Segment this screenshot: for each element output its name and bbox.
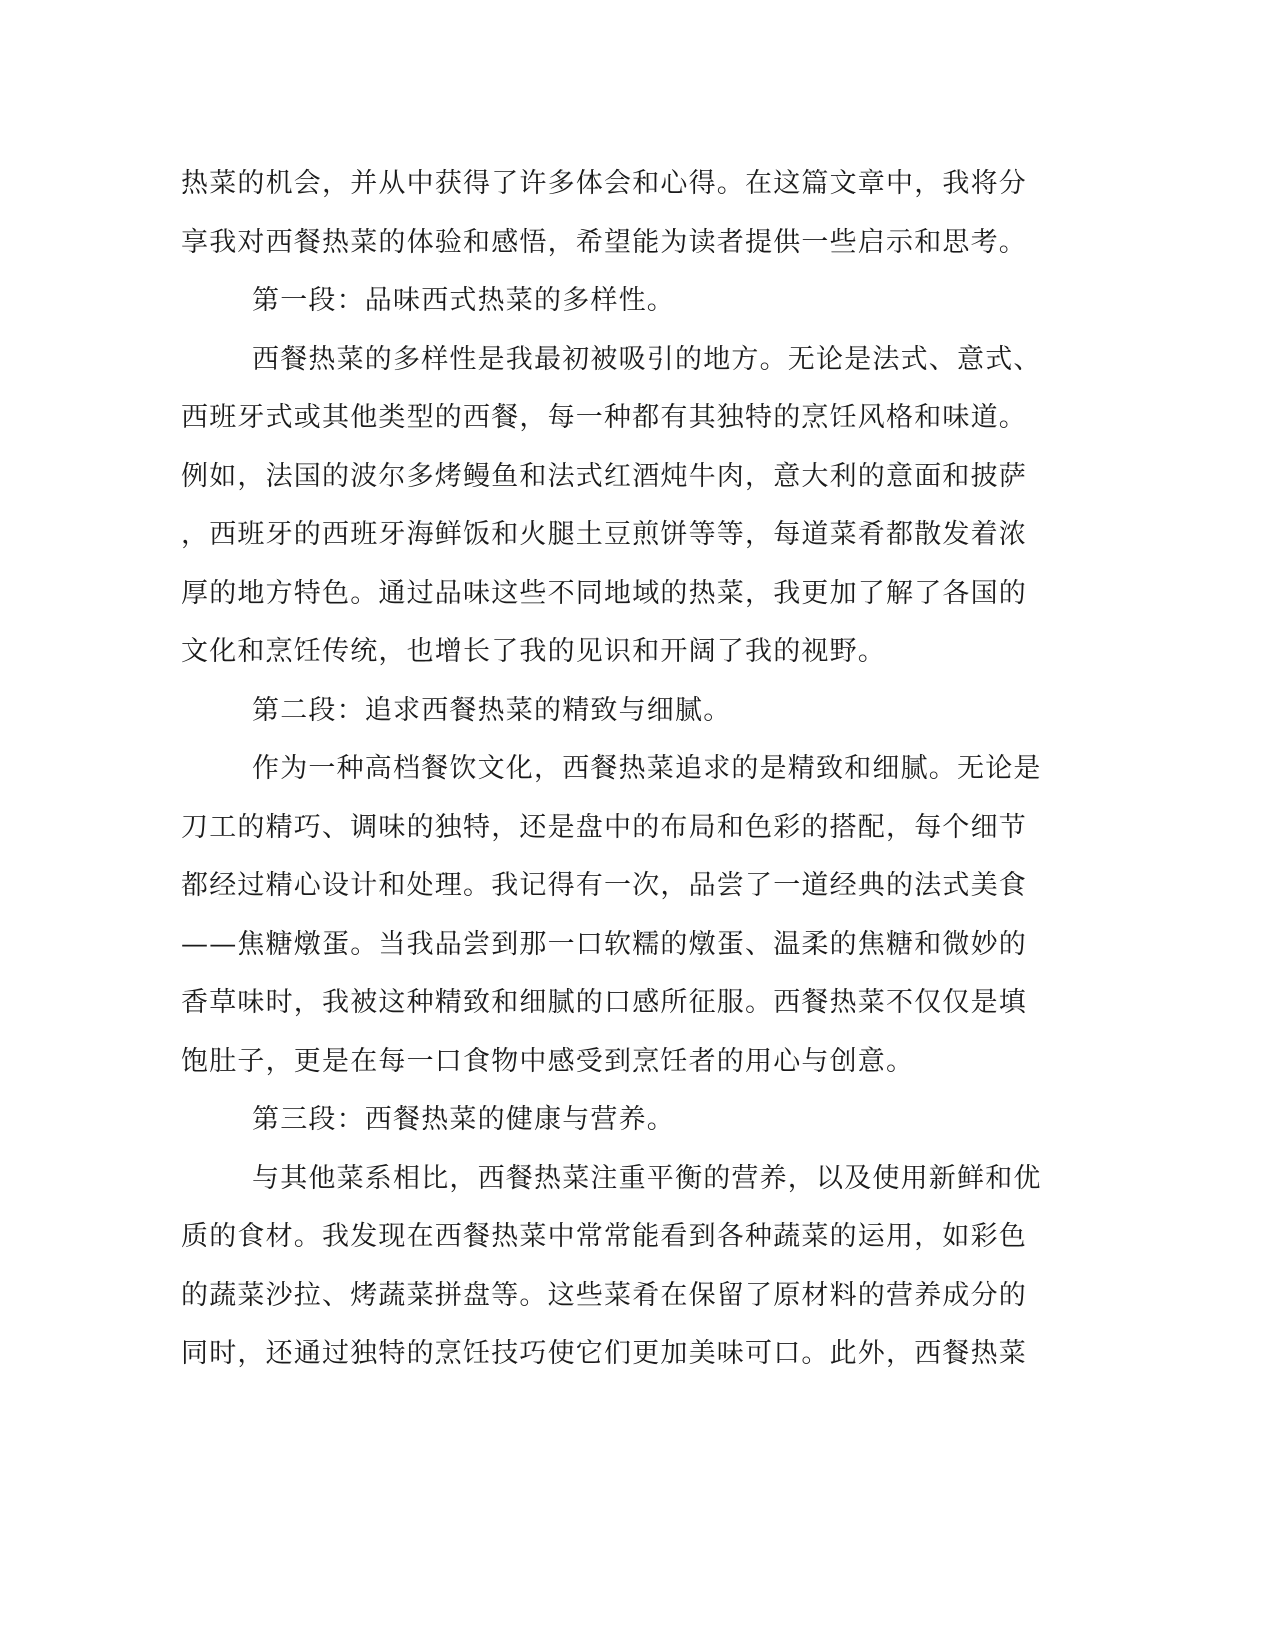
text-line-12: 刀工的精巧、调味的独特，还是盘中的布局和色彩的搭配，每个细节	[181, 812, 1027, 843]
text-line-5: 西班牙式或其他类型的西餐，每一种都有其独特的烹饪风格和味道。	[181, 402, 1027, 433]
text-line-13: 都经过精心设计和处理。我记得有一次，品尝了一道经典的法式美食	[181, 870, 1027, 901]
text-line-9: 文化和烹饪传统，也增长了我的见识和开阔了我的视野。	[181, 636, 886, 667]
text-line-15: 香草味时，我被这种精致和细腻的口感所征服。西餐热菜不仅仅是填	[181, 987, 1027, 1018]
text-line-21: 同时，还通过独特的烹饪技巧使它们更加美味可口。此外，西餐热菜	[181, 1338, 1027, 1369]
text-line-16: 饱肚子，更是在每一口食物中感受到烹饪者的用心与创意。	[181, 1046, 915, 1077]
text-line-20: 的蔬菜沙拉、烤蔬菜拼盘等。这些菜肴在保留了原材料的营养成分的	[181, 1280, 1027, 1311]
text-line-8: 厚的地方特色。通过品味这些不同地域的热菜，我更加了解了各国的	[181, 578, 1027, 609]
text-line-6: 例如，法国的波尔多烤鳗鱼和法式红酒炖牛肉，意大利的意面和披萨	[181, 461, 1027, 492]
text-line-19: 质的食材。我发现在西餐热菜中常常能看到各种蔬菜的运用，如彩色	[181, 1221, 1027, 1252]
text-line-14: ——焦糖燉蛋。当我品尝到那一口软糯的燉蛋、温柔的焦糖和微妙的	[181, 929, 1027, 960]
text-line-1: 热菜的机会，并从中获得了许多体会和心得。在这篇文章中，我将分	[181, 168, 1027, 199]
text-line-18: 与其他菜系相比，西餐热菜注重平衡的营养，以及使用新鲜和优	[252, 1163, 1042, 1194]
text-line-11: 作为一种高档餐饮文化，西餐热菜追求的是精致和细腻。无论是	[252, 753, 1042, 784]
text-line-7: ，西班牙的西班牙海鲜饭和火腿土豆煎饼等等，每道菜肴都散发着浓	[181, 519, 1027, 550]
text-line-2: 享我对西餐热菜的体验和感悟，希望能为读者提供一些启示和思考。	[181, 227, 1027, 258]
text-line-4: 西餐热菜的多样性是我最初被吸引的地方。无论是法式、意式、	[252, 344, 1042, 375]
section-heading-2: 第二段：追求西餐热菜的精致与细腻。	[252, 695, 732, 726]
section-heading-3: 第三段：西餐热菜的健康与营养。	[252, 1104, 675, 1135]
section-heading-1: 第一段：品味西式热菜的多样性。	[252, 285, 675, 316]
